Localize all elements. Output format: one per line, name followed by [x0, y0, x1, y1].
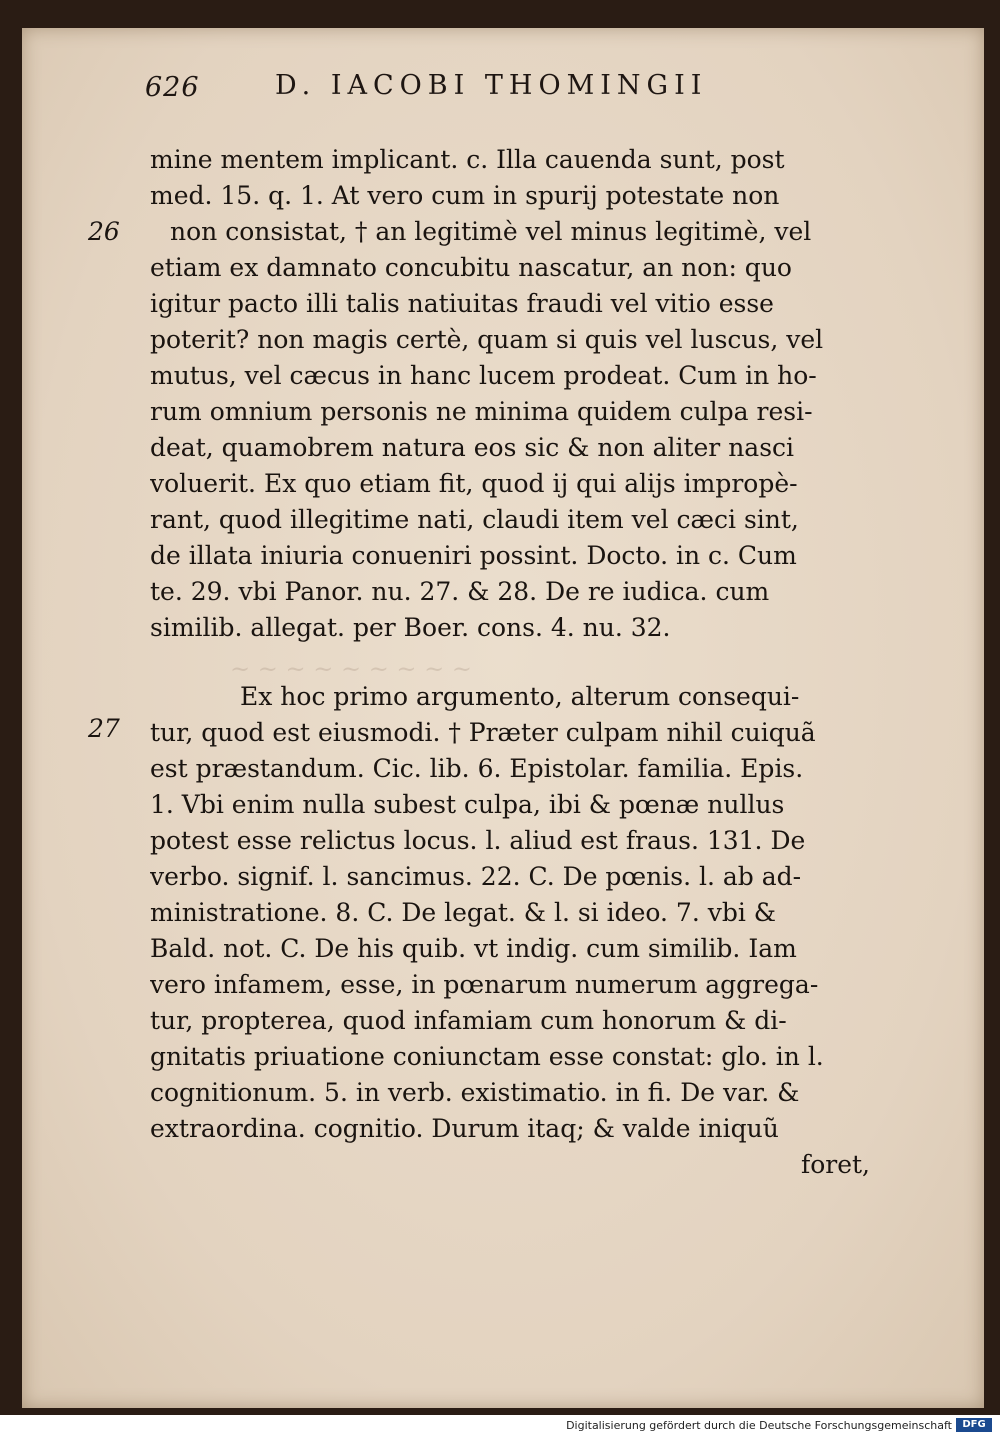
body-line: poterit? non magis certè, quam si quis vel luscus, vel: [150, 325, 824, 354]
footer-credit: Digitalisierung gefördert durch die Deutsche Forschungsgemeinschaft: [566, 1419, 952, 1432]
body-line: tur, quod est eiusmodi. † Præter culpam nihil cuiquã: [150, 718, 816, 747]
body-line: potest esse relictus locus. l. aliud est fraus. 131. De: [150, 826, 806, 855]
body-line: med. 15. q. 1. At vero cum in spurij potestate non: [150, 181, 780, 210]
body-line: gnitatis priuatione coniunctam esse constat: glo. in l.: [150, 1042, 824, 1071]
body-line: te. 29. vbi Panor. nu. 27. & 28. De re iudica. cum: [150, 577, 770, 606]
body-line: mine mentem implicant. c. Illa cauenda sunt, post: [150, 145, 785, 174]
body-line: mutus, vel cæcus in hanc lucem prodeat. Cum in ho-: [150, 361, 817, 390]
dfg-logo: DFG: [956, 1418, 992, 1432]
body-line: ministratione. 8. C. De legat. & l. si ideo. 7. vbi &: [150, 898, 777, 927]
body-line: est præstandum. Cic. lib. 6. Epistolar. familia. Epis.: [150, 754, 804, 783]
body-line: tur, propterea, quod infamiam cum honorum & di-: [150, 1006, 787, 1035]
body-line: deat, quamobrem natura eos sic & non aliter nasci: [150, 433, 795, 462]
body-line: similib. allegat. per Boer. cons. 4. nu. 32.: [150, 613, 671, 642]
catchword: foret,: [800, 1150, 870, 1179]
body-line: extraordina. cognitio. Durum itaq; & valde iniquũ: [150, 1114, 779, 1143]
margin-note-27: 27: [88, 714, 120, 743]
body-line: cognitionum. 5. in verb. existimatio. in fi. De var. &: [150, 1078, 800, 1107]
body-line: rant, quod illegitime nati, claudi item vel cæci sint,: [150, 505, 799, 534]
body-line: Ex hoc primo argumento, alterum consequi-: [240, 682, 800, 711]
body-line: etiam ex damnato concubitu nascatur, an non: quo: [150, 253, 792, 282]
body-line: vero infamem, esse, in pœnarum numerum aggrega-: [150, 970, 819, 999]
margin-note-26: 26: [88, 217, 120, 246]
body-line: non consistat, † an legitimè vel minus legitimè, vel: [170, 217, 812, 246]
body-line: 1. Vbi enim nulla subest culpa, ibi & pœnæ nullus: [150, 790, 785, 819]
bleed-through-text: ~ ~ ~ ~ ~ ~ ~ ~ ~: [230, 655, 473, 683]
running-head: [145, 70, 825, 110]
body-line: igitur pacto illi talis natiuitas fraudi vel vitio esse: [150, 289, 774, 318]
digitization-footer: [0, 1415, 1000, 1437]
body-line: rum omnium personis ne minima quidem culpa resi-: [150, 397, 813, 426]
body-line: voluerit. Ex quo etiam fit, quod ij qui alijs impropè-: [150, 469, 798, 498]
page-number: 626: [145, 72, 200, 103]
body-line: verbo. signif. l. sancimus. 22. C. De pœnis. l. ab ad-: [150, 862, 802, 891]
body-line: Bald. not. C. De his quib. vt indig. cum similib. Iam: [150, 934, 797, 963]
body-line: de illata iniuria conueniri possint. Docto. in c. Cum: [150, 541, 797, 570]
running-head-title: D. IACOBI THOMINGII: [275, 70, 708, 101]
